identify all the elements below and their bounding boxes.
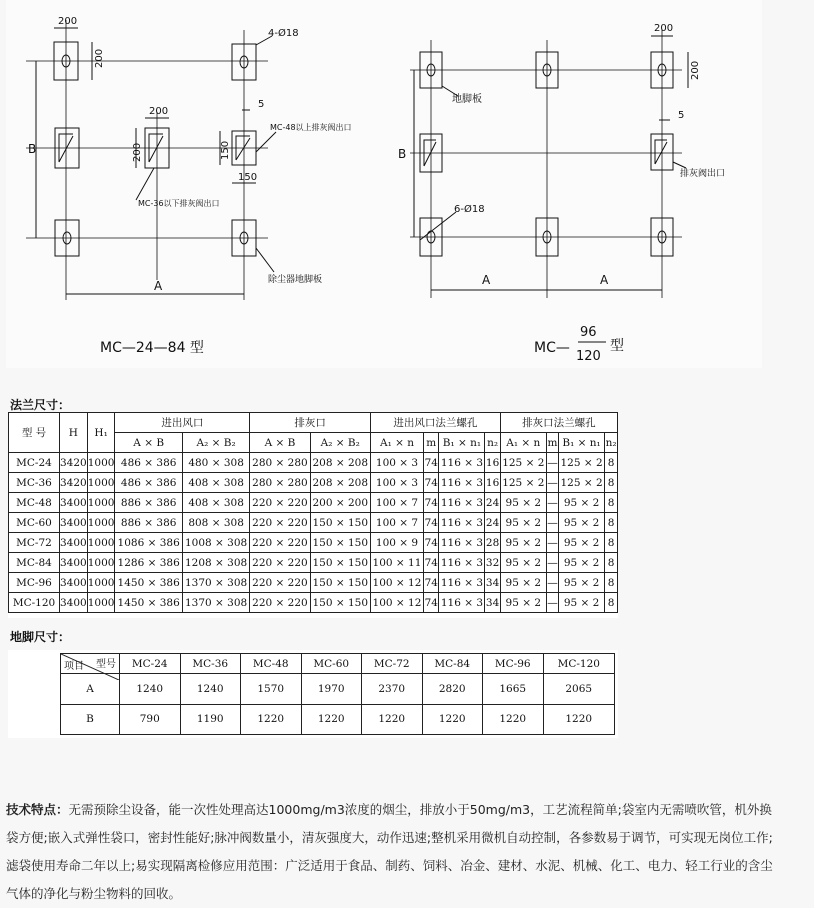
subheader-cell: n₂ xyxy=(605,433,618,453)
flange-table xyxy=(8,412,618,613)
model-cell: MC-36 xyxy=(9,473,60,493)
subheader-cell: A₁ × n xyxy=(500,433,546,453)
table-cell: 1000 xyxy=(87,573,115,593)
table-cell: 1190 xyxy=(180,704,241,735)
table-cell: 74 xyxy=(424,513,439,533)
anchor-model-header: MC-36 xyxy=(180,654,241,674)
dim-gap-left: 5 xyxy=(258,99,265,110)
table-cell: 1000 xyxy=(87,453,115,473)
table-cell: 1008 × 308 xyxy=(182,533,249,553)
table-cell: 1000 xyxy=(87,473,115,493)
table-cell: 486 × 386 xyxy=(115,473,182,493)
note-outlet-right: 排灰阀出口 xyxy=(680,169,726,179)
table-cell: 808 × 308 xyxy=(182,513,249,533)
table-cell: 3400 xyxy=(60,513,88,533)
table-cell: 100 × 12 xyxy=(370,573,423,593)
model-cell: MC-120 xyxy=(9,593,60,613)
table-cell: 1208 × 308 xyxy=(182,553,249,573)
flange-section-label: 法兰尺寸： xyxy=(10,398,71,412)
table-cell: 3400 xyxy=(60,533,88,553)
table-cell: 220 × 220 xyxy=(250,493,310,513)
dim-mid-width: 200 xyxy=(149,106,169,117)
table-cell: — xyxy=(546,453,558,473)
anchor-table xyxy=(60,653,615,735)
model-cell: MC-48 xyxy=(9,493,60,513)
anchor-model-header: MC-84 xyxy=(422,654,483,674)
table-cell: 220 × 220 xyxy=(250,533,310,553)
table-cell: 74 xyxy=(424,473,439,493)
note-base-plate-right: 地脚板 xyxy=(452,94,482,105)
drawing-title-right-top: 96 xyxy=(580,325,597,340)
anchor-corner-cell xyxy=(61,654,120,674)
table-cell: — xyxy=(546,473,558,493)
table-cell: 208 × 208 xyxy=(310,473,370,493)
table-cell: 2065 xyxy=(543,674,615,705)
table-cell: — xyxy=(546,513,558,533)
model-cell: MC-96 xyxy=(9,573,60,593)
model-cell: MC-24 xyxy=(9,453,60,473)
table-row xyxy=(9,553,618,573)
table-cell: 100 × 9 xyxy=(370,533,423,553)
drawing-title-left: MC—24—84 型 xyxy=(100,340,204,356)
table-row xyxy=(9,513,618,533)
table-cell: 24 xyxy=(485,493,500,513)
label-a1-right: A xyxy=(482,273,491,287)
table-cell: 100 × 3 xyxy=(370,473,423,493)
table-cell: 116 × 3 xyxy=(439,533,485,553)
tech-body: 无需预除尘设备，能一次性处理高达1000mg/m3浓度的烟尘，排放小于50mg/m3，工艺流程简单;袋室内无需喷吹管，机外换袋方便;嵌入式弹性袋口，密封性能好;脉冲阀数量小，清灰强度大，动作迅速;整机采用微机自动控制，各参数易于调节，可实现无岗位工作;滤袋使用寿命二年以上;易实现隔离检修应用范围：广泛适用于食品、制药、饲料、冶金、建材、水泥、机械、化工、电力、轻工行业的含尘气体的净化与粉尘物料的回收。 xyxy=(6,802,773,901)
anchor-table-container xyxy=(8,650,618,738)
table-cell: — xyxy=(546,593,558,613)
table-cell: 1220 xyxy=(422,704,483,735)
table-cell: 100 × 7 xyxy=(370,513,423,533)
anchor-model-header: MC-48 xyxy=(241,654,302,674)
model-cell: MC-84 xyxy=(9,553,60,573)
table-cell: 8 xyxy=(605,513,618,533)
anchor-model-header: MC-120 xyxy=(543,654,615,674)
table-cell: 3420 xyxy=(60,473,88,493)
hole-note-left: 4-Ø18 xyxy=(268,28,299,39)
table-cell: 16 xyxy=(485,473,500,493)
table-cell: 95 × 2 xyxy=(500,573,546,593)
table-cell: 486 × 386 xyxy=(115,453,182,473)
table-cell: 1970 xyxy=(301,674,362,705)
col-h: H xyxy=(60,413,88,453)
table-cell: 95 × 2 xyxy=(559,533,605,553)
table-cell: 1450 × 386 xyxy=(115,593,182,613)
table-cell: 1286 × 386 xyxy=(115,553,182,573)
table-cell: 1000 xyxy=(87,593,115,613)
table-cell: 480 × 308 xyxy=(182,453,249,473)
table-cell: 74 xyxy=(424,493,439,513)
table-cell: 74 xyxy=(424,453,439,473)
table-cell: 100 × 11 xyxy=(370,553,423,573)
table-cell: 116 × 3 xyxy=(439,473,485,493)
table-cell: 32 xyxy=(485,553,500,573)
table-cell: 1220 xyxy=(362,704,423,735)
dim-top-width-right: 200 xyxy=(654,23,674,34)
table-cell: 1220 xyxy=(241,704,302,735)
table-cell: 3400 xyxy=(60,553,88,573)
table-cell: 8 xyxy=(605,473,618,493)
table-cell: 74 xyxy=(424,593,439,613)
dim-mid-height: 200 xyxy=(132,142,143,162)
table-cell: 1570 xyxy=(241,674,302,705)
table-cell: 125 × 2 xyxy=(500,453,546,473)
drawing-title-right-prefix: MC— xyxy=(534,340,570,356)
table-cell: 74 xyxy=(424,533,439,553)
table-cell: 2370 xyxy=(362,674,423,705)
model-cell: MC-72 xyxy=(9,533,60,553)
label-b-left: B xyxy=(28,142,37,156)
label-a2-right: A xyxy=(600,273,609,287)
table-cell: 8 xyxy=(605,593,618,613)
row-label-cell: B xyxy=(61,704,120,735)
table-cell: 1000 xyxy=(87,533,115,553)
table-cell: 95 × 2 xyxy=(500,593,546,613)
dim-gap-right: 5 xyxy=(678,110,685,121)
note-lower-outlet: MC-36以下排灰阀出口 xyxy=(138,199,220,208)
table-cell: 95 × 2 xyxy=(559,553,605,573)
table-cell: 220 × 220 xyxy=(250,513,310,533)
corner-top-label: 型号 xyxy=(96,659,116,670)
table-cell: 116 × 3 xyxy=(439,573,485,593)
note-upper-outlet: MC-48以上排灰阀出口 xyxy=(270,123,352,132)
flange-table-container xyxy=(8,412,618,618)
table-cell: 1370 × 308 xyxy=(182,573,249,593)
table-cell: 34 xyxy=(485,573,500,593)
anchor-model-header: MC-60 xyxy=(301,654,362,674)
table-row xyxy=(61,674,615,705)
table-cell: 1086 × 386 xyxy=(115,533,182,553)
table-cell: 116 × 3 xyxy=(439,453,485,473)
drawing-title-right-bottom: 120 xyxy=(576,349,601,364)
col-inlet-bolt: 进出风口法兰螺孔 xyxy=(370,413,500,433)
table-cell: 408 × 308 xyxy=(182,493,249,513)
dim-top-width: 200 xyxy=(58,16,78,27)
table-cell: 125 × 2 xyxy=(559,453,605,473)
table-cell: 1220 xyxy=(301,704,362,735)
anchor-model-header: MC-24 xyxy=(120,654,181,674)
table-cell: 95 × 2 xyxy=(559,593,605,613)
hole-note-right: 6-Ø18 xyxy=(454,204,485,215)
table-cell: 95 × 2 xyxy=(500,493,546,513)
table-cell: 8 xyxy=(605,553,618,573)
dim-top-height: 200 xyxy=(94,48,105,68)
table-cell: 1220 xyxy=(543,704,615,735)
table-cell: 1450 × 386 xyxy=(115,573,182,593)
table-cell: — xyxy=(546,493,558,513)
col-h1: H₁ xyxy=(87,413,115,453)
table-row xyxy=(9,593,618,613)
dim-right-h: 150 xyxy=(220,140,231,160)
table-cell: 150 × 150 xyxy=(310,593,370,613)
table-cell: 116 × 3 xyxy=(439,593,485,613)
table-cell: 886 × 386 xyxy=(115,513,182,533)
row-label-cell: A xyxy=(61,674,120,705)
subheader-cell: n₂ xyxy=(485,433,500,453)
table-cell: 125 × 2 xyxy=(500,473,546,493)
table-cell: 150 × 150 xyxy=(310,513,370,533)
table-cell: 3420 xyxy=(60,453,88,473)
col-ash: 排灰口 xyxy=(250,413,371,433)
table-cell: 1000 xyxy=(87,513,115,533)
subheader-cell: m xyxy=(424,433,439,453)
table-cell: 886 × 386 xyxy=(115,493,182,513)
table-cell: 1220 xyxy=(483,704,544,735)
table-cell: 790 xyxy=(120,704,181,735)
subheader-cell: A₂ × B₂ xyxy=(310,433,370,453)
table-row xyxy=(9,473,618,493)
tech-heading: 技术特点： xyxy=(6,802,69,817)
table-row xyxy=(9,573,618,593)
label-a-left: A xyxy=(154,279,163,293)
table-cell: 95 × 2 xyxy=(500,513,546,533)
table-cell: 95 × 2 xyxy=(559,493,605,513)
table-cell: 74 xyxy=(424,573,439,593)
subheader-cell: m xyxy=(546,433,558,453)
dim-top-height-right: 200 xyxy=(690,60,701,80)
table-cell: 8 xyxy=(605,573,618,593)
table-cell: 3400 xyxy=(60,493,88,513)
table-cell: 116 × 3 xyxy=(439,553,485,573)
table-cell: 16 xyxy=(485,453,500,473)
table-cell: 100 × 3 xyxy=(370,453,423,473)
table-cell: 100 × 7 xyxy=(370,493,423,513)
table-cell: 3400 xyxy=(60,593,88,613)
table-cell: 280 × 280 xyxy=(250,473,310,493)
col-inlet: 进出风口 xyxy=(115,413,250,433)
subheader-cell: A × B xyxy=(250,433,310,453)
table-cell: 8 xyxy=(605,533,618,553)
technical-drawing-svg xyxy=(6,0,762,368)
table-cell: 95 × 2 xyxy=(559,573,605,593)
table-row xyxy=(61,704,615,735)
table-row xyxy=(9,453,618,473)
table-row xyxy=(9,533,618,553)
table-cell: 408 × 308 xyxy=(182,473,249,493)
table-cell: 3400 xyxy=(60,573,88,593)
subheader-cell: B₁ × n₁ xyxy=(559,433,605,453)
subheader-cell: A₂ × B₂ xyxy=(182,433,249,453)
table-cell: 95 × 2 xyxy=(500,533,546,553)
table-cell: 116 × 3 xyxy=(439,513,485,533)
table-cell: 8 xyxy=(605,493,618,513)
table-cell: 125 × 2 xyxy=(559,473,605,493)
table-cell: 220 × 220 xyxy=(250,553,310,573)
tech-features xyxy=(6,796,774,908)
model-cell: MC-60 xyxy=(9,513,60,533)
corner-bottom-label: 项目 xyxy=(64,661,84,672)
table-cell: 220 × 220 xyxy=(250,593,310,613)
table-row xyxy=(9,493,618,513)
table-cell: 150 × 150 xyxy=(310,553,370,573)
table-cell: — xyxy=(546,553,558,573)
table-cell: 116 × 3 xyxy=(439,493,485,513)
table-cell: 208 × 208 xyxy=(310,453,370,473)
table-cell: 8 xyxy=(605,453,618,473)
anchor-section-label: 地脚尺寸： xyxy=(10,630,71,644)
col-ash-bolt: 排灰口法兰螺孔 xyxy=(500,413,617,433)
technical-drawing-area xyxy=(6,0,762,368)
table-cell: 200 × 200 xyxy=(310,493,370,513)
table-cell: 34 xyxy=(485,593,500,613)
subheader-cell: A₁ × n xyxy=(370,433,423,453)
table-cell: 1000 xyxy=(87,553,115,573)
table-cell: 24 xyxy=(485,513,500,533)
subheader-cell: A × B xyxy=(115,433,182,453)
table-cell: — xyxy=(546,533,558,553)
col-model: 型 号 xyxy=(9,413,60,453)
table-cell: 280 × 280 xyxy=(250,453,310,473)
table-cell: — xyxy=(546,573,558,593)
table-cell: 74 xyxy=(424,553,439,573)
table-cell: 2820 xyxy=(422,674,483,705)
table-cell: 100 × 12 xyxy=(370,593,423,613)
table-cell: 150 × 150 xyxy=(310,533,370,553)
table-cell: 1240 xyxy=(180,674,241,705)
table-cell: 220 × 220 xyxy=(250,573,310,593)
subheader-cell: B₁ × n₁ xyxy=(439,433,485,453)
label-b-right: B xyxy=(398,147,407,161)
table-cell: 1665 xyxy=(483,674,544,705)
anchor-model-header: MC-72 xyxy=(362,654,423,674)
table-cell: 1240 xyxy=(120,674,181,705)
table-cell: 28 xyxy=(485,533,500,553)
anchor-model-header: MC-96 xyxy=(483,654,544,674)
table-cell: 95 × 2 xyxy=(500,553,546,573)
dim-right-w: 150 xyxy=(238,172,258,183)
note-base-plate-left: 除尘器地脚板 xyxy=(268,275,323,285)
drawing-title-right-suffix: 型 xyxy=(610,338,624,354)
table-cell: 1370 × 308 xyxy=(182,593,249,613)
table-cell: 95 × 2 xyxy=(559,513,605,533)
table-cell: 150 × 150 xyxy=(310,573,370,593)
table-cell: 1000 xyxy=(87,493,115,513)
